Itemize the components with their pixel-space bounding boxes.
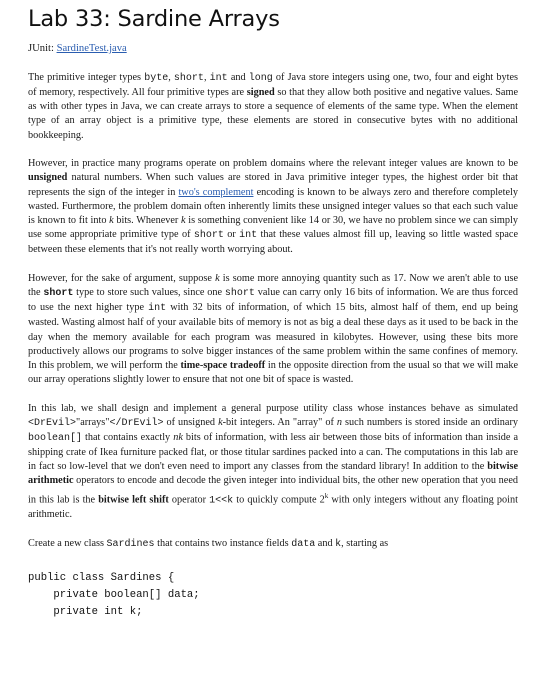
code-line: public class Sardines {	[28, 571, 175, 584]
paragraph-2: However, in practice many programs operate on problem domains where the relevant integer values are known to be unsigned natural numbers. When such values are stored in Java primitive integer types, the highest order bit that represents the sign of the integer in two's complement encoding is known to be always zero and therefore completely wasted. Furthermore, the problem domain often inherently limits these unsigned integer values so that each such value is known to fit into k bits. Whenever k is something convenient like 14 or 30, we have no problem since we can simply use some appropriate primitive type of short or int that these values almost fill up, leaving so little wasted space between these elements that it's not really worth worrying about.	[28, 158, 519, 256]
paragraph-3: However, for the sake of argument, suppose k is some more annoying quantity such as 17. Now we aren't able to use the short type to store such values, since one short value can carry only 16 bits of information. We are thus forced to use the next higher type int with 32 bits of information, of which 15 bits, almost half of them, end up being wasted. Wasting almost half of your available bits of memory is not as big a deal these days as it used to be back in the day when the memory available for each program was measured in kilobytes. However, using these bits more productively allows our programs to solve bigger instances of the same problem within the same confines of memory. In this problem, we will perform the time-space tradeoff in the opposite direction from the usual so that we will make our array operations slightly lower to ensure that not one bit of space is wasted.	[28, 272, 519, 385]
code-line: private int k;	[28, 605, 143, 618]
twos-complement-link[interactable]: two's complement	[178, 186, 254, 198]
junit-test-link[interactable]: SardineTest.java	[56, 43, 127, 54]
code-line: private boolean[] data;	[28, 588, 200, 601]
page-title: Lab 33: Sardine Arrays	[28, 6, 280, 32]
paragraph-4: In this lab, we shall design and implement a general purpose utility class whose instances behave as simulated <DrEvil>"arrays"</DrEvil> of unsigned k-bit integers. An "array" of n such numbers is stored inside an ordinary boolean[] that contains exactly nk bits of information, with less air between those bits of information than inside a shipping crate of Ikea furniture packed flat, or those titular sardines packed into a can. The computations in this lab are in fact so low-level that we don't even need to import any classes from the standard library! In addition to the bitwise arithmetic operators to encode and decode the given integer into individual bits, the other new operation that you need in this lab is the bitwise left shift operator 1<<k to quickly compute 2$^k$ with only integers without any floating point arithmetic.	[28, 402, 519, 521]
junit-label: JUnit:	[28, 43, 57, 54]
paragraph-1: The primitive integer types byte, short, int and long of Java store integers using one, two, four and eight bytes of memory, respectively. All four primitive types are signed so that they allow both positive and negative values. Same as with other types in Java, we can create arrays to store a sequence of elements of the same type. When the element type of an array object is a primitive type, these elements are stored in consecutive bytes with no additional bookkeeping.	[28, 72, 519, 141]
junit-line	[28, 42, 518, 56]
paragraph-5: Create a new class Sardines that contains two instance fields data and k, starting as	[28, 537, 389, 550]
code-block	[28, 570, 518, 621]
